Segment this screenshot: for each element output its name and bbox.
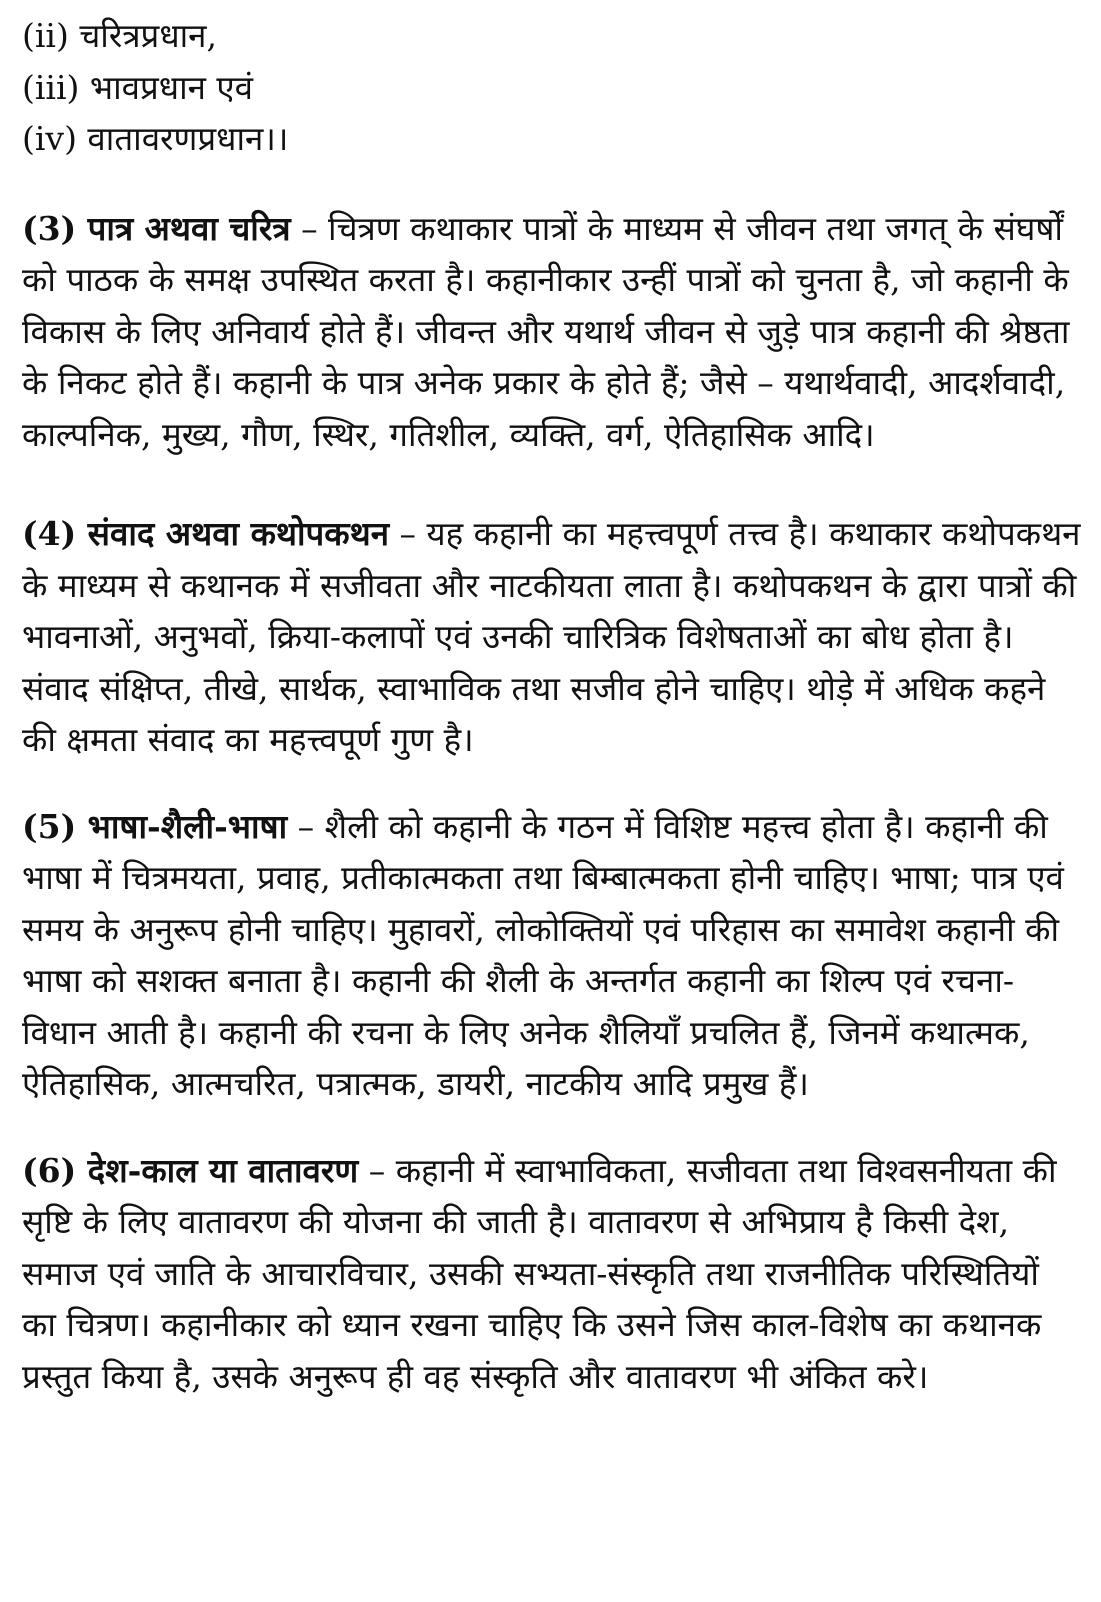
- document-page: [22, 10, 1082, 1437]
- section-language-style: [22, 801, 1082, 1110]
- section-heading: (5) भाषा-शैली-भाषा: [22, 806, 288, 846]
- story-type-list: [22, 10, 1082, 165]
- section-text: – चित्रण कथाकार पात्रों के माध्यम से जीवन तथा जगत् के संघर्षों को पाठक के समक्ष उपस्थित करता है। कहानीकार उन्हीं पात्रों को चुनता है, जो कहानी के विकास के लिए अनिवार्य होते हैं। जीवन्त और यथार्थ जीवन से जुड़े पात्र कहानी की श्रेष्ठता के निकट होते हैं। कहानी के पात्र अनेक प्रकार के होते हैं; जैसे – यथार्थवादी, आदर्शवादी, काल्पनिक, मुख्य, गौण, स्थिर, गतिशील, व्यक्ति, वर्ग, ऐतिहासिक आदि।: [22, 208, 1070, 454]
- list-item: (iv) वातावरणप्रधान।।: [22, 119, 289, 158]
- section-heading: (6) देश-काल या वातावरण: [22, 1150, 359, 1190]
- section-characters: [22, 203, 1082, 461]
- section-heading: (3) पात्र अथवा चरित्र: [22, 208, 291, 248]
- section-text: – यह कहानी का महत्त्वपूर्ण तत्त्व है। कथाकार कथोपकथन के माध्यम से कथानक में सजीवता और नाटकीयता लाता है। कथोपकथन के द्वारा पात्रों की भावनाओं, अनुभवों, क्रिया-कलापों एवं उनकी चारित्रिक विशेषताओं का बोध होता है। संवाद संक्षिप्त, तीखे, सार्थक, स्वाभाविक तथा सजीव होने चाहिए। थोड़े में अधिक कहने की क्षमता संवाद का महत्त्वपूर्ण गुण है।: [22, 514, 1081, 759]
- section-text: – शैली को कहानी के गठन में विशिष्ट महत्त्व होता है। कहानी की भाषा में चित्रमयता, प्रवाह, प्रतीकात्मकता तथा बिम्बात्मकता होनी चाहिए। भाषा; पात्र एवं समय के अनुरूप होनी चाहिए। मुहावरों, लोकोक्तियों एवं परिहास का समावेश कहानी की भाषा को सशक्त बनाता है। कहानी की शैली के अन्तर्गत कहानी का शिल्प एवं रचना-विधान आती है। कहानी की रचना के लिए अनेक शैलियाँ प्रचलित हैं, जिनमें कथात्मक, ऐतिहासिक, आत्मचरित, पत्रात्मक, डायरी, नाटकीय आदि प्रमुख हैं।: [22, 806, 1064, 1103]
- section-dialogue: [22, 508, 1082, 766]
- section-setting: [22, 1145, 1082, 1403]
- list-item: (iii) भावप्रधान एवं: [22, 67, 254, 107]
- list-item: (ii) चरित्रप्रधान,: [22, 16, 217, 55]
- section-text: – कहानी में स्वाभाविकता, सजीवता तथा विश्वसनीयता की सृष्टि के लिए वातावरण की योजना की जाती है। वातावरण से अभिप्राय है किसी देश, समाज एवं जाति के आचारविचार, उसकी सभ्यता-संस्कृति तथा राजनीतिक परिस्थितियों का चित्रण। कहानीकार को ध्यान रखना चाहिए कि उसने जिस काल-विशेष का कथानक प्रस्तुत किया है, उसके अनुरूप ही वह संस्कृति और वातावरण भी अंकित करे।: [22, 1150, 1057, 1396]
- section-heading: (4) संवाद अथवा कथोपकथन: [22, 514, 390, 553]
